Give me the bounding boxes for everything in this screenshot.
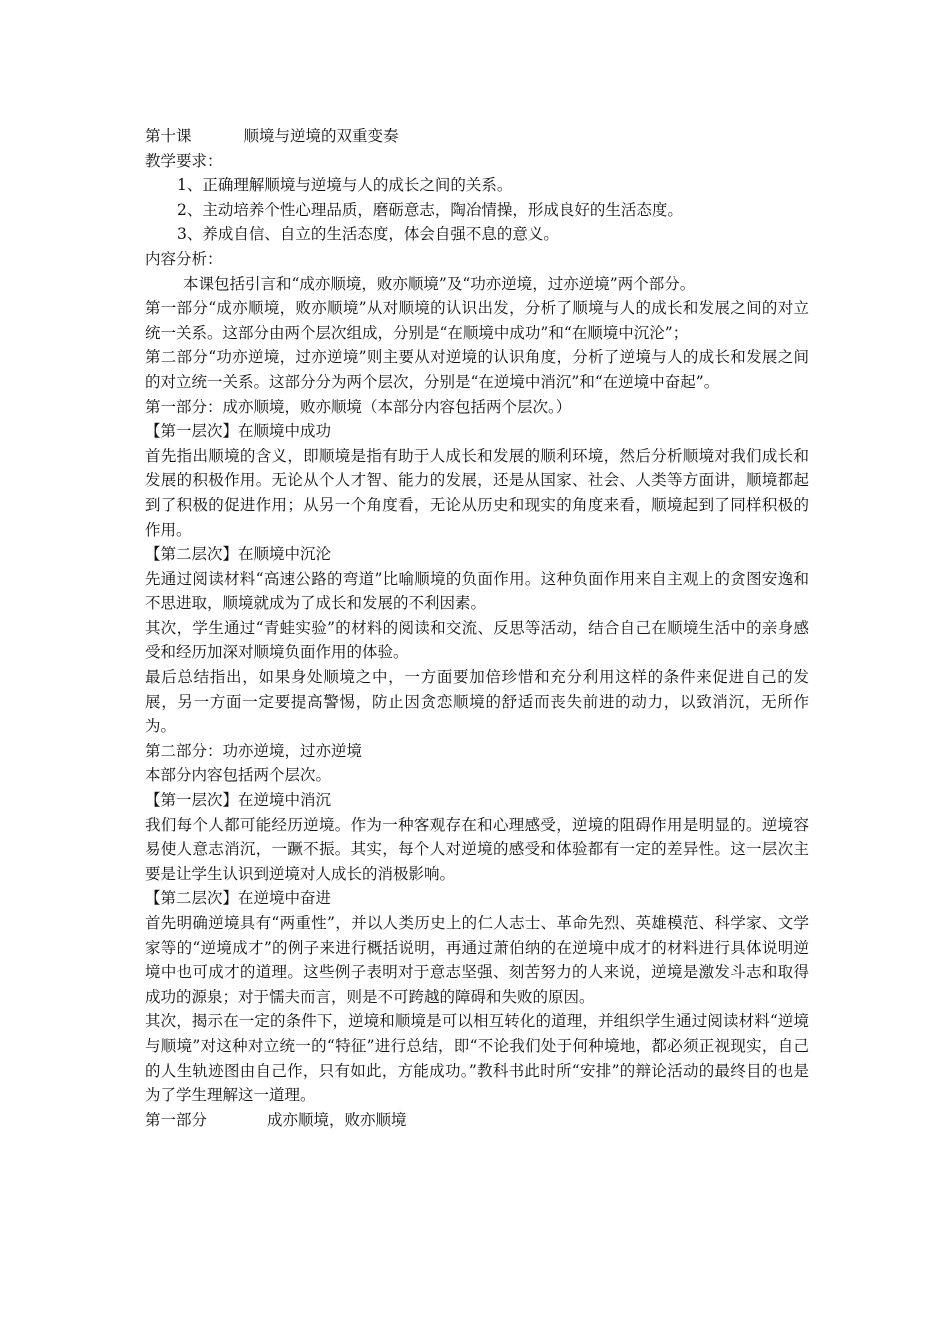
- lesson-number: 第十课: [145, 127, 192, 145]
- section-part-label: 第一部分: [145, 1110, 208, 1129]
- section-heading-part1: [145, 1108, 809, 1133]
- section-title: 成亦顺境，败亦顺境: [267, 1110, 407, 1129]
- part2-level2-heading: 【第二层次】在逆境中奋进: [145, 889, 332, 908]
- part2-level2-paragraph-2: 其次，揭示在一定的条件下，逆境和顺境是可以相互转化的道理，并组织学生通过阅读材料“逆境与顺境”对这种对立统一的“特征”进行总结，即“不论我们处于何种境地，都必须正视现实，自己的人生轨迹图由自己作，只有如此，方能成功。”教科书此时所“安排”的辩论活动的最终目的也是为了学生理解这一道理。: [145, 1012, 809, 1105]
- requirement-item-3: 3、养成自信、自立的生活态度，体会自强不息的意义。: [177, 225, 559, 244]
- document-page: [145, 124, 809, 1132]
- part1-level2-heading: 【第二层次】在顺境中沉沦: [145, 545, 332, 564]
- part1-heading: 第一部分：成亦顺境，败亦顺境（本部分内容包括两个层次。）: [145, 397, 572, 416]
- part2-level2-paragraph-1: 首先明确逆境具有“两重性”，并以人类历史上的仁人志士、革命先烈、英雄模范、科学家、文学家等的“逆境成才”的例子来进行概括说明，再通过萧伯纳的在逆境中成才的材料进行具体说明逆境中也可成才的道理。这些例子表明对于意志坚强、刻苦努力的人来说，逆境是激发斗志和取得成功的源泉；对于懦夫而言，则是不可跨越的障碍和失败的原因。: [145, 914, 809, 1006]
- requirement-item-2: 2、主动培养个性心理品质，磨砺意志，陶冶情操，形成良好的生活态度。: [177, 200, 683, 219]
- part2-summary: 第二部分“功亦逆境，过亦逆境”则主要从对逆境的认识角度，分析了逆境与人的成长和发展之间的对立统一关系。这部分分为两个层次，分别是“在逆境中消沉”和“在逆境中奋起”。: [145, 348, 809, 391]
- part1-level1-text: 首先指出顺境的含义，即顺境是指有助于人成长和发展的顺利环境，然后分析顺境对我们成长和发展的积极作用。无论从个人才智、能力的发展，还是从国家、社会、人类等方面讲，顺境都起到了积极的促进作用；从另一个角度看，无论从历史和现实的角度来看，顺境起到了同样积极的作用。: [145, 446, 809, 539]
- requirement-item-1: 1、正确理解顺境与逆境与人的成长之间的关系。: [177, 176, 513, 195]
- part1-level1-heading: 【第一层次】在顺境中成功: [145, 422, 332, 441]
- part1-level2-paragraph-2: 其次，学生通过“青蛙实验”的材料的阅读和交流、反思等活动，结合自己在顺境生活中的亲身感受和经历加深对顺境负面作用的体验。: [145, 618, 809, 662]
- teaching-requirements-heading: 教学要求：: [145, 151, 223, 170]
- part2-level1-heading: 【第一层次】在逆境中消沉: [145, 791, 332, 810]
- part2-level1-text: 我们每个人都可能经历逆境。作为一种客观存在和心理感受，逆境的阻碍作用是明显的。逆境容易使人意志消沉，一蹶不振。其实，每个人对逆境的感受和体验都有一定的差异性。这一层次主要是让学生认识到逆境对人成长的消极影响。: [145, 815, 809, 883]
- part2-note: 本部分内容包括两个层次。: [145, 766, 332, 785]
- part1-level2-paragraph-1: 先通过阅读材料“高速公路的弯道”比喻顺境的负面作用。这种负面作用来自主观上的贪图安逸和不思进取，顺境就成为了成长和发展的不利因素。: [145, 569, 809, 613]
- part2-heading: 第二部分：功亦逆境，过亦逆境: [145, 741, 363, 760]
- content-analysis-heading: 内容分析：: [145, 249, 223, 268]
- lesson-topic: 顺境与逆境的双重变奏: [243, 127, 399, 145]
- lesson-title: [145, 124, 809, 149]
- part1-summary: 第一部分“成亦顺境，败亦顺境”从对顺境的认识出发，分析了顺境与人的成长和发展之间的对立统一关系。这部分由两个层次组成，分别是“在顺境中成功”和“在顺境中沉沦”；: [145, 299, 809, 342]
- part1-level2-paragraph-3: 最后总结指出，如果身处顺境之中，一方面要加倍珍惜和充分利用这样的条件来促进自己的发展，另一方面一定要提高警惕，防止因贪恋顺境的舒适而丧失前进的动力，以致消沉，无所作为。: [145, 668, 809, 736]
- content-analysis-intro: 本课包括引言和“成亦顺境，败亦顺境”及“功亦逆境，过亦逆境”两个部分。: [183, 274, 696, 293]
